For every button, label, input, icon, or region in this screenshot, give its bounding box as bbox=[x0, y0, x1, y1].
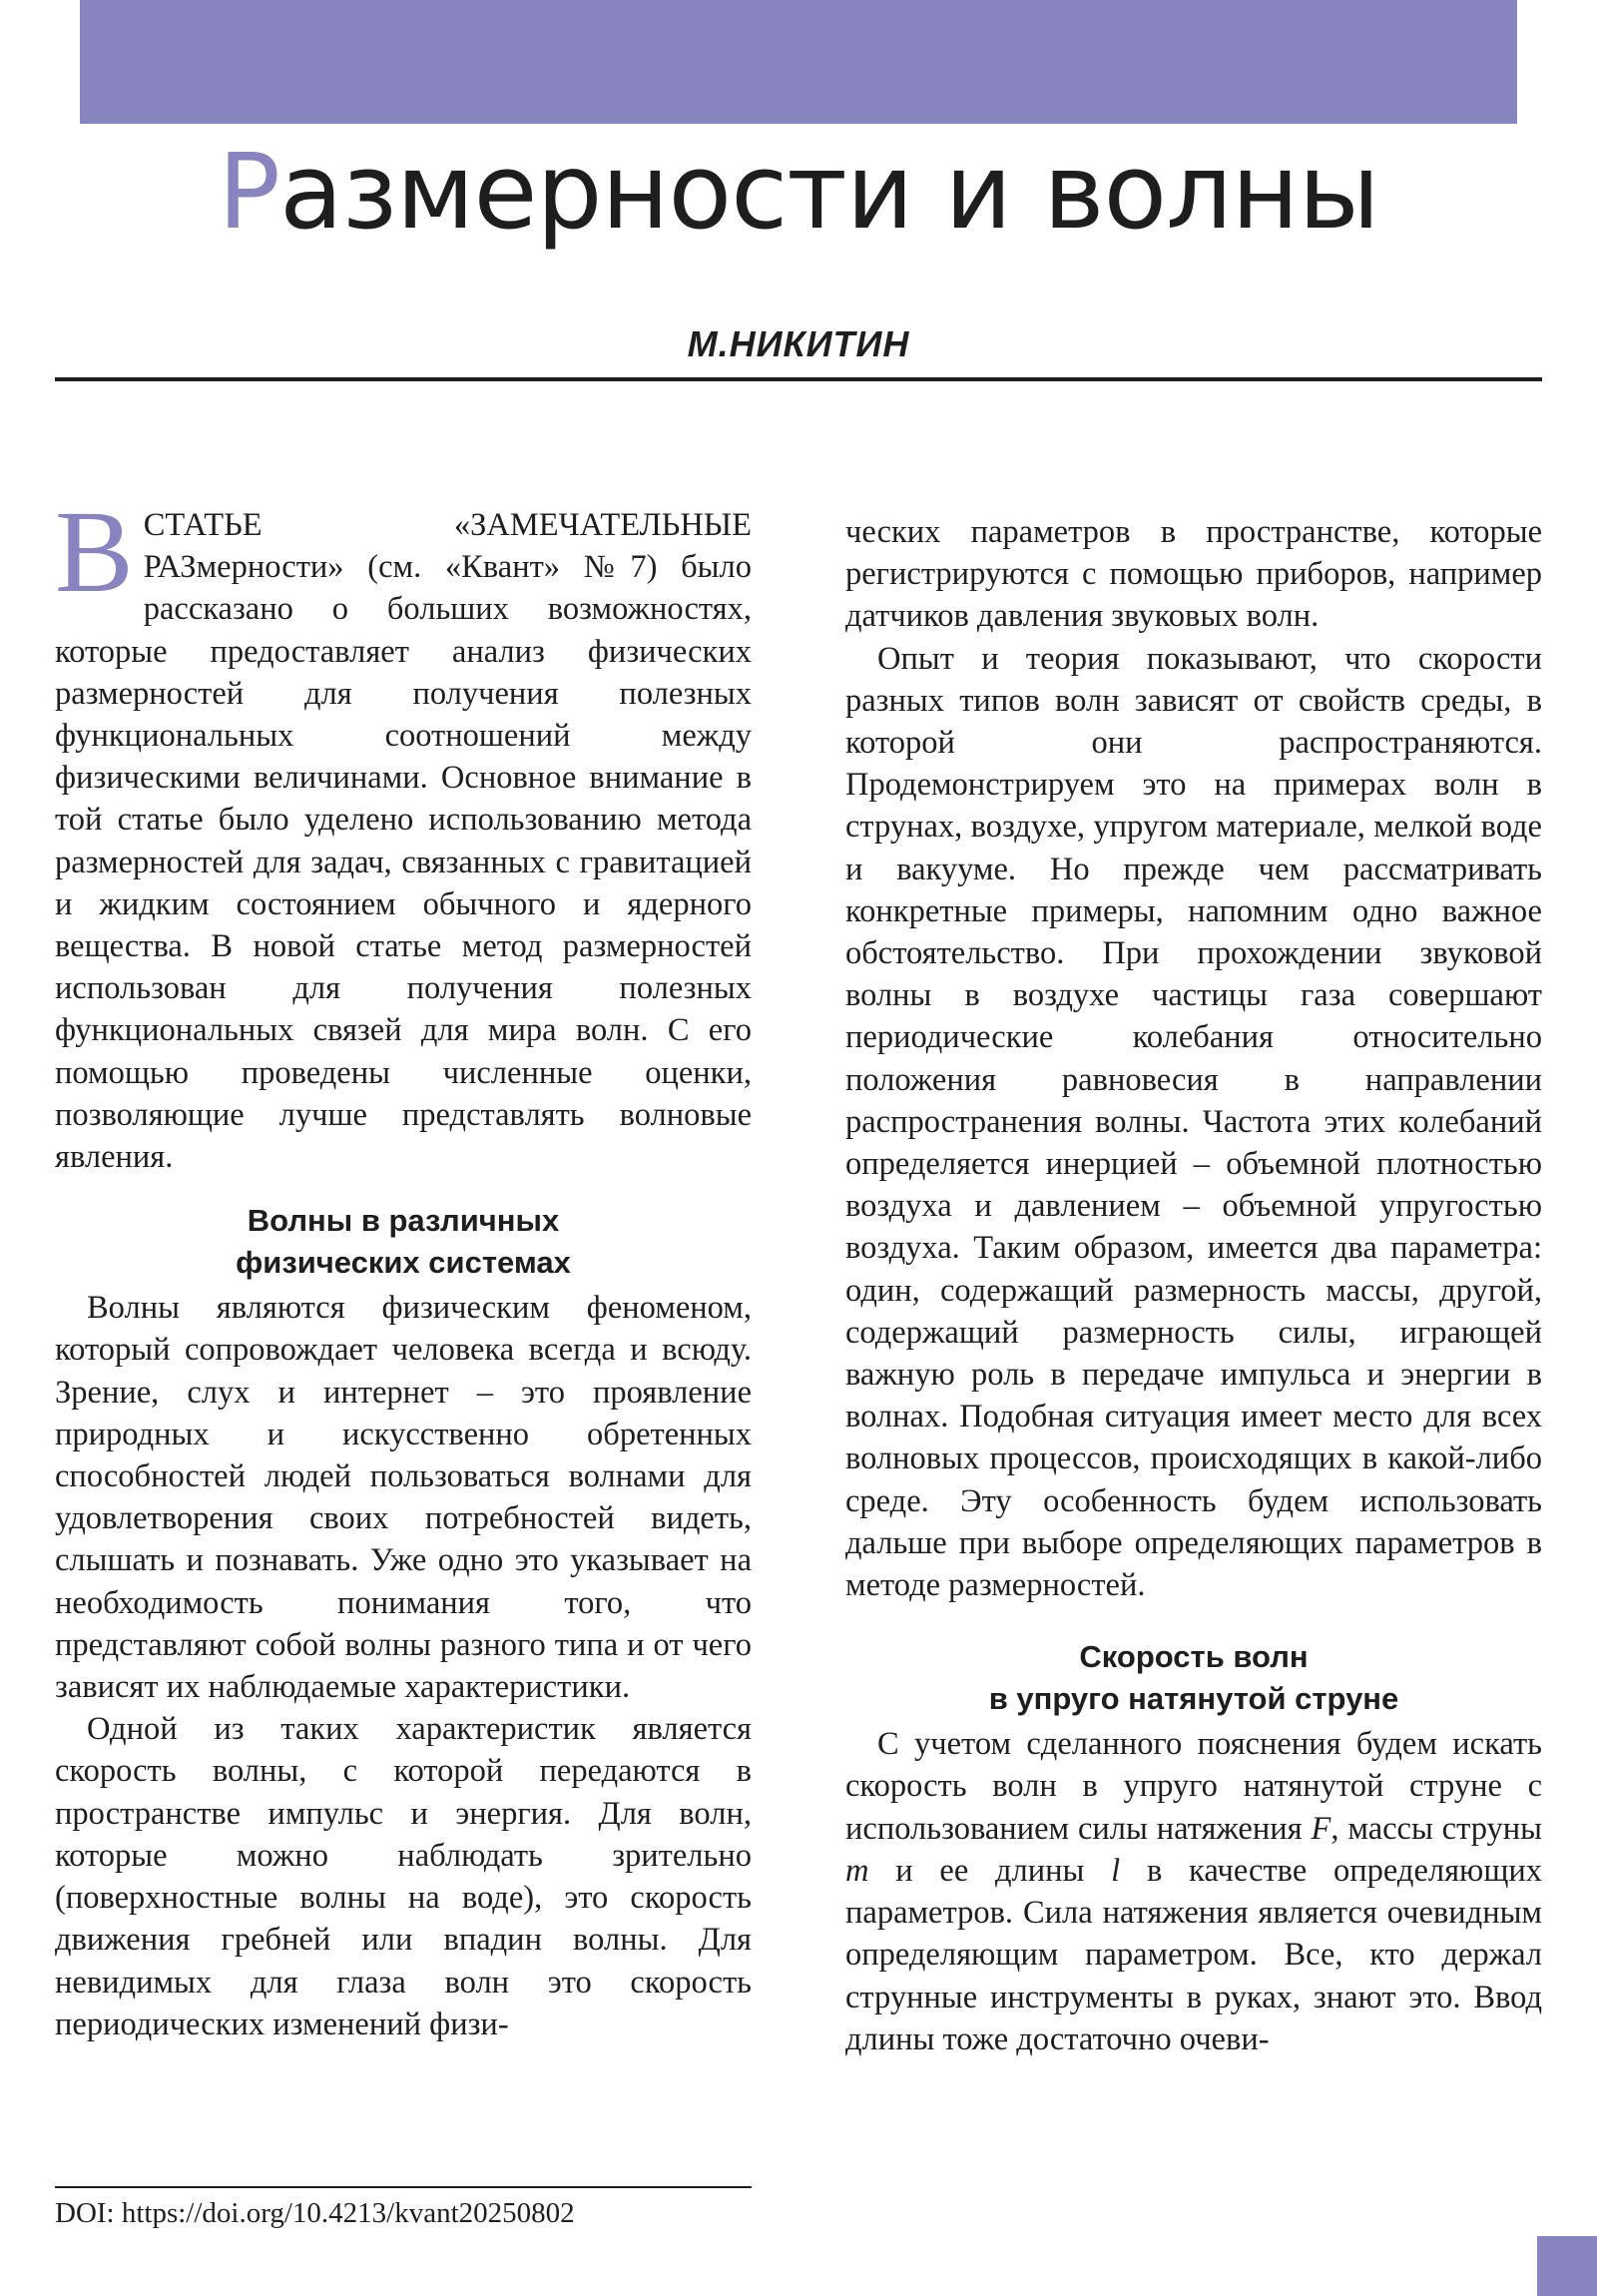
author-divider bbox=[55, 377, 1542, 381]
section-heading-string-wave-speed bbox=[845, 1636, 1542, 1720]
drop-cap: В bbox=[55, 486, 134, 617]
article-title bbox=[0, 128, 1597, 256]
body-paragraph: Опыт и теория показывают, что скорости разных типов волн зависят от свойств среды, в которой они распространяются. Продемонстрируем это на примерах волн в струнах, воздухе, упругом материале, мелкой воде и вакууме. Но прежде чем рассматривать конкретные примеры, напомним одно важное обстоятельство. При прохождении звуковой волны в воздухе частицы газа совершают периодические колебания относительно положения равновесия в направлении распространения волны. Частота этих колебаний определяется инерцией – объемной плотностью воздуха и давлением – объемной упругостью воздуха. Таким образом, имеется два параметра: один, содержащий размерность массы, другой, содержащий размерность силы, играющей важную роль в передаче импульса и энергии в волнах. Подобная ситуация имеет место для всех волновых процессов, происходящих в какой-либо среде. Эту особенность будем использовать дальше при выборе определяющих параметров в методе размерностей. bbox=[845, 640, 1542, 1604]
doi-footnote: DOI: https://doi.org/10.4213/kvant20250802 bbox=[55, 2197, 575, 2229]
section-heading-line: Волны в различных bbox=[247, 1203, 560, 1239]
author-name: М.НИКИТИН bbox=[687, 323, 910, 364]
text-run: в качестве определяющих параметров. Сила натяжения является очевидным определяющим параметром. Все, кто держал струнные инструменты в руках, знают это. Ввод длины тоже достаточно очеви- bbox=[845, 1852, 1542, 2057]
intro-text: СТАТЬЕ «ЗАМЕЧАТЕЛЬНЫЕ РАЗмерности» (см. «Квант» №7) было рассказано о больших возможностях, которые предоставляет анализ физических размерностей для получения полезных функциональных соотношений между физическими величинами. Основное внимание в той статье было уделено использованию метода размерностей для задач, связанных с гравитацией и жидким состоянием обычного и ядерного вещества. В новой статье метод размерностей использован для получения полезных функциональных связей для мира волн. С его помощью проведены численные оценки, позволяющие лучше представлять волновые явления. bbox=[55, 507, 752, 1176]
variable-m: m bbox=[845, 1852, 869, 1889]
variable-F: F bbox=[1311, 1810, 1331, 1847]
section-heading-line: Скорость волн bbox=[1079, 1639, 1309, 1675]
body-paragraph bbox=[845, 1723, 1542, 2060]
page-corner-tab bbox=[1537, 2236, 1597, 2296]
text-run: С учетом сделанного пояснения будем искать скорость волн в упруго натянутой струне с использованием силы натяжения bbox=[845, 1726, 1542, 1847]
variable-l: l bbox=[1111, 1852, 1121, 1889]
intro-paragraph bbox=[55, 486, 752, 1178]
section-heading-line: физических системах bbox=[236, 1245, 571, 1281]
footnote-divider bbox=[55, 2186, 752, 2188]
continued-paragraph: ческих параметров в пространстве, которые регистрируются с помощью приборов, например датчиков давления звуковых волн. bbox=[845, 514, 1542, 635]
right-column bbox=[845, 511, 1542, 2060]
body-paragraph: Одной из таких характеристик является скорость волны, с которой передаются в пространстве импульс и энергия. Для волн, которые можно наблюдать зрительно (поверхностные волны на воде), это скорость движения гребней или впадин волны. Для невидимых для глаза волн это скорость периодических изменений физи- bbox=[55, 1711, 752, 2042]
body-paragraph: Волны являются физическим феноменом, который сопровождает человека всегда и всюду. Зрение, слух и интернет – это проявление природных и искусственно обретенных способностей людей пользоваться волнами для удовлетворения своих потребностей видеть, слышать и познавать. Уже одно это указывает на необходимость понимания того, что представляют собой волны разного типа и от чего зависят их наблюдаемые характеристики. bbox=[55, 1290, 752, 1706]
section-heading-line: в упруго натянутой струне bbox=[988, 1681, 1399, 1717]
title-text: азмерности и волны bbox=[279, 131, 1379, 253]
text-run: и ее длины bbox=[868, 1852, 1112, 1889]
section-heading-waves-in-systems bbox=[55, 1200, 752, 1284]
title-initial-letter: Р bbox=[218, 131, 280, 253]
header-band bbox=[80, 0, 1517, 124]
text-run: , массы струны bbox=[1331, 1810, 1542, 1847]
left-column bbox=[55, 486, 752, 2045]
